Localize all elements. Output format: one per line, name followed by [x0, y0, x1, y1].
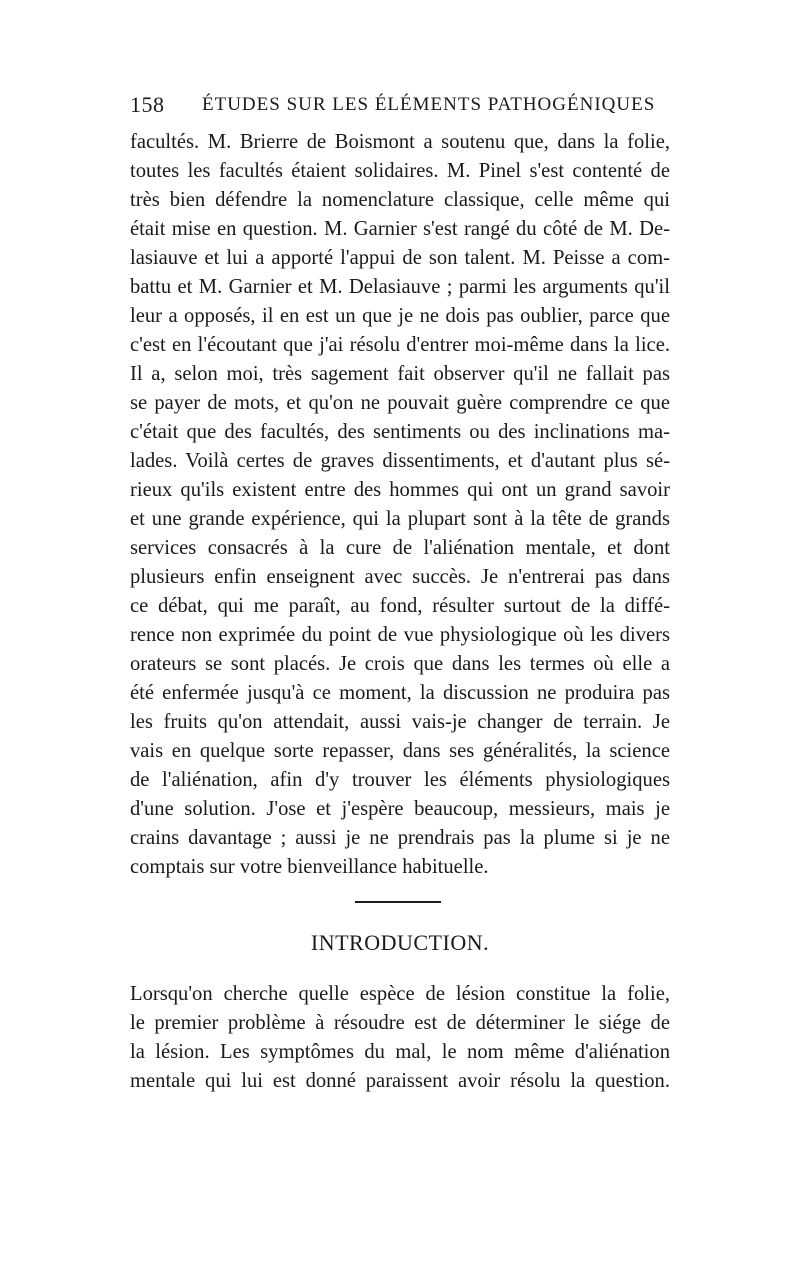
text-line: c'était que des facultés, des sentiments ou des inclinations ma- — [130, 421, 670, 443]
text-line: comptais sur votre bienveillance habituelle. — [130, 856, 489, 878]
text-line: le premier problème à résoudre est de déterminer le siége de — [130, 1012, 670, 1034]
text-line: Lorsqu'on cherche quelle espèce de lésion constitue la folie, — [130, 983, 670, 1005]
text-line: plusieurs enfin enseignent avec succès. Je n'entrerai pas dans — [130, 566, 670, 588]
text-line: était mise en question. M. Garnier s'est rangé du côté de M. De- — [130, 218, 670, 240]
running-title: ÉTUDES SUR LES ÉLÉMENTS PATHOGÉNIQUES — [202, 94, 656, 115]
text-line: facultés. M. Brierre de Boismont a soutenu que, dans la folie, — [130, 131, 670, 153]
text-line: toutes les facultés étaient solidaires. M. Pinel s'est contenté de — [130, 160, 670, 182]
text-line: la lésion. Les symptômes du mal, le nom même d'aliénation — [130, 1041, 670, 1063]
text-line: crains davantage ; aussi je ne prendrais pas la plume si je ne — [130, 827, 670, 849]
text-line: rence non exprimée du point de vue physiologique où les divers — [130, 624, 670, 646]
text-line: battu et M. Garnier et M. Delasiauve ; parmi les arguments qu'il — [130, 276, 670, 298]
text-line: et une grande expérience, qui la plupart sont à la tête de grands — [130, 508, 670, 530]
section-heading: INTRODUCTION. — [310, 930, 490, 955]
text-line: leur a opposés, il en est un que je ne dois pas oublier, parce que — [130, 305, 670, 327]
section-divider-rule — [355, 901, 441, 903]
text-line: d'une solution. J'ose et j'espère beaucoup, messieurs, mais je — [130, 798, 670, 820]
text-line: très bien défendre la nomenclature classique, celle même qui — [130, 189, 670, 211]
text-line: ce débat, qui me paraît, au fond, résulter surtout de la diffé- — [130, 595, 670, 617]
text-line: mentale qui lui est donné paraissent avoir résolu la question. — [130, 1070, 670, 1092]
text-line: services consacrés à la cure de l'aliénation mentale, et dont — [130, 537, 670, 559]
page-number: 158 — [130, 92, 165, 117]
text-line: orateurs se sont placés. Je crois que dans les termes où elle a — [130, 653, 670, 675]
text-line: c'est en l'écoutant que j'ai résolu d'entrer moi-même dans la lice. — [130, 334, 670, 356]
text-line: se payer de mots, et qu'on ne pouvait guère comprendre ce que — [130, 392, 670, 414]
paragraph-introduction — [130, 980, 670, 1096]
text-line: Il a, selon moi, très sagement fait observer qu'il ne fallait pas — [130, 363, 670, 385]
text-line: lasiauve et lui a apporté l'appui de son talent. M. Peisse a com- — [130, 247, 670, 269]
text-line: de l'aliénation, afin d'y trouver les éléments physiologiques — [130, 769, 670, 791]
text-line: les fruits qu'on attendait, aussi vais-je changer de terrain. Je — [130, 711, 670, 733]
paragraph-continued — [130, 128, 670, 882]
running-head — [130, 92, 670, 122]
text-line: été enfermée jusqu'à ce moment, la discussion ne produira pas — [130, 682, 670, 704]
text-line: lades. Voilà certes de graves dissentiments, et d'autant plus sé- — [130, 450, 670, 472]
text-line: vais en quelque sorte repasser, dans ses généralités, la science — [130, 740, 670, 762]
text-line: rieux qu'ils existent entre des hommes qui ont un grand savoir — [130, 479, 670, 501]
